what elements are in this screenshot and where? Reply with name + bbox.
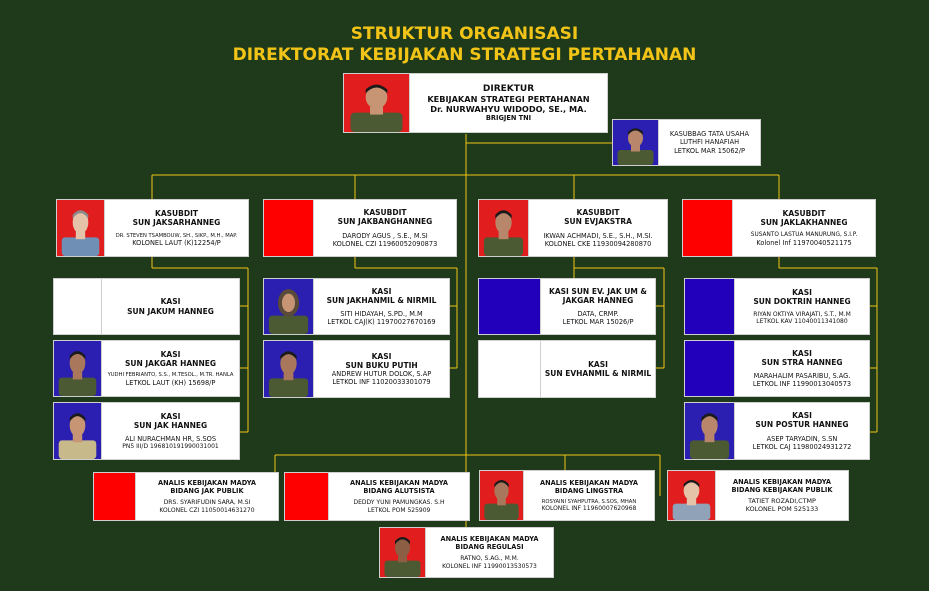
kasi-label: KASI SUN EV. JAK UM & [549, 286, 647, 296]
kasi-name: ASEP TARYADIN, S.SN [766, 434, 838, 443]
analis-card [284, 472, 470, 521]
analis-name: ROSYAINI SYAHPUTRA, S.SOS, MHAN [541, 498, 637, 505]
person-photo-icon [380, 528, 425, 577]
kasi-label: KASI [792, 411, 812, 421]
kasi-unit: JAKGAR HANNEG [562, 295, 634, 305]
analis-card [379, 527, 554, 578]
kasubdit-label: KASUBDIT [782, 208, 826, 218]
person-photo-icon [344, 74, 409, 132]
kasi-rank: LETKOL LAUT (KH) 15698/P [125, 378, 216, 387]
kasi-rank: LETKOL INF 11020033301079 [332, 378, 431, 387]
photo-placeholder [479, 341, 541, 397]
analis-card [479, 470, 655, 521]
kasubdit-card [478, 199, 668, 257]
kasi-card [684, 402, 870, 460]
kasubdit-unit: SUN JAKLAKHANNEG [760, 217, 848, 227]
chart-subtitle: DIREKTORAT KEBIJAKAN STRATEGI PERTAHANAN [232, 45, 697, 65]
person-photo-icon [264, 279, 313, 334]
kasubbag-label: KASUBBAG TATA USAHA [669, 130, 750, 139]
person-photo-icon [613, 120, 658, 165]
kasi-name: MARAHALIM PASARIBU, S.AG. [753, 372, 851, 381]
analis-name: DEDDY YUNI PAMUNGKAS. S.H [353, 499, 445, 507]
kasubdit-unit: SUN JAKBANGHANNEG [337, 217, 433, 227]
analis-label: ANALIS KEBIJAKAN MADYA [157, 479, 256, 488]
analis-unit: BIDANG LINGSTRA [554, 486, 624, 495]
kasubdit-label: KASUBDIT [155, 208, 198, 218]
analis-name: TATIET ROZADI,CTMP [748, 496, 816, 505]
photo-placeholder [94, 473, 136, 520]
photo-placeholder [285, 473, 329, 520]
kasi-label: KASI [792, 348, 812, 358]
kasubbag-card [612, 119, 761, 166]
person-photo-icon [264, 341, 313, 397]
kasi-unit: SUN STRA HANNEG [761, 357, 843, 367]
kasi-label: KASI [160, 411, 181, 421]
kasi-card [53, 340, 240, 397]
kasi-unit: SUN JAKUM HANNEG [127, 306, 214, 316]
kasubdit-unit: SUN JAKSARHANNEG [132, 217, 221, 227]
direktur-unit: KEBIJAKAN STRATEGI PERTAHANAN [427, 94, 590, 105]
photo-placeholder [683, 200, 733, 256]
person-photo-icon [54, 341, 101, 396]
kasubdit-card [263, 199, 457, 257]
photo-placeholder [264, 200, 314, 256]
kasi-label: KASI [792, 287, 812, 297]
kasi-rank: LETKOL MAR 15026/P [562, 318, 634, 327]
kasubdit-unit: SUN EVJAKSTRA [564, 217, 632, 227]
kasi-rank: LETKOL CAJ(K) 11970027670169 [327, 318, 436, 327]
person-photo-icon [685, 403, 734, 459]
analis-rank: KOLONEL POM 525133 [745, 504, 819, 513]
photo-placeholder [54, 279, 102, 334]
kasi-label: KASI [160, 350, 181, 360]
kasi-label: KASI [160, 297, 181, 307]
kasubdit-rank: KOLONEL CZI 11960052090873 [332, 239, 438, 248]
kasi-label: KASI [371, 286, 392, 296]
photo-placeholder [479, 279, 541, 334]
photo-placeholder [685, 279, 735, 334]
kasubdit-rank: KOLONEL LAUT (K)12254/P [132, 239, 221, 248]
kasi-rank: LETKOL KAV 11040011341080 [756, 318, 848, 326]
kasubdit-rank: KOLONEL CKE 11930094280870 [544, 239, 652, 248]
kasi-card [478, 278, 656, 335]
analis-unit: BIDANG JAK PUBLIK [170, 487, 244, 496]
chart-title: STRUKTUR ORGANISASI [350, 24, 579, 44]
kasi-rank: LETKOL CAJ 11980024931272 [752, 442, 852, 451]
person-photo [685, 403, 735, 459]
analis-rank: KOLONEL INF 11960007620968 [541, 505, 637, 513]
direktur-card [343, 73, 608, 133]
kasubdit-name: SUSANTO LASTUA MANURUNG, S.I.P. [750, 232, 858, 239]
person-photo-icon [479, 200, 528, 256]
analis-label: ANALIS KEBIJAKAN MADYA [349, 479, 448, 488]
kasubdit-name: DR. STEVEN TSAMBOUW, SH., SIKP., M.H., MAP. [115, 232, 238, 239]
person-photo [54, 341, 102, 396]
direktur-name: Dr. NURWAHYU WIDODO, SE., MA. [430, 104, 587, 115]
kasubdit-label: KASUBDIT [363, 208, 407, 218]
person-photo [57, 200, 105, 256]
kasi-card [53, 402, 240, 460]
kasi-unit: SUN BUKU PUTIH [345, 360, 418, 370]
kasi-unit: SUN EVHANMIL & NIRMIL [544, 369, 652, 378]
kasi-name: YUDHI FEBRIANTO, S.S., M.TESOL., M.TR. HANLA [107, 372, 234, 379]
analis-unit: BIDANG KEBIJAKAN PUBLIK [731, 485, 833, 494]
analis-unit: BIDANG REGULASI [455, 543, 524, 552]
kasi-card [684, 278, 870, 335]
analis-label: ANALIS KEBIJAKAN MADYA [732, 477, 831, 486]
person-photo [54, 403, 102, 459]
kasubdit-rank: Kolonel Inf 11970040521175 [756, 239, 852, 248]
kasi-card [263, 340, 450, 398]
kasi-label: KASI [371, 351, 392, 361]
analis-name: RATNO, S.AG., M.M. [460, 555, 519, 563]
person-photo [264, 279, 314, 334]
kasi-card [263, 278, 450, 335]
analis-card [667, 470, 849, 521]
kasi-rank: PN5 III/D 196810191990031001 [122, 443, 219, 450]
kasi-unit: SUN JAK HANNEG [133, 420, 208, 430]
kasubdit-card [56, 199, 249, 257]
person-photo-icon [57, 200, 104, 256]
kasi-unit: SUN JAKHANMIL & NIRMIL [326, 295, 437, 305]
analis-label: ANALIS KEBIJAKAN MADYA [440, 535, 539, 544]
kasi-card [478, 340, 656, 398]
direktur-photo [344, 74, 410, 132]
person-photo [668, 471, 716, 520]
analis-rank: LETKOL POM 525909 [367, 506, 431, 514]
direktur-label: DIREKTUR [482, 83, 535, 94]
kasi-card [684, 340, 870, 397]
kasi-rank: LETKOL INF 11990013040573 [752, 380, 852, 389]
person-photo-icon [54, 403, 101, 459]
kasubbag-name: LUTHFI HANAFIAH [679, 138, 740, 147]
analis-rank: KOLONEL INF 11990013530573 [442, 562, 537, 570]
kasi-name: DATA, CRMP. [577, 310, 619, 319]
analis-label: ANALIS KEBIJAKAN MADYA [539, 478, 638, 487]
kasubbag-photo [613, 120, 659, 165]
kasubdit-name: IKWAN ACHMADI, S.E., S.H., M.SI. [543, 231, 653, 240]
analis-unit: BIDANG ALUTSISTA [363, 487, 435, 496]
analis-card [93, 472, 279, 521]
kasi-name: RIYAN OKTIYA VIRAJATI, S.T., M.M [753, 310, 851, 318]
kasubbag-rank: LETKOL MAR 15062/P [674, 146, 745, 155]
person-photo-icon [480, 471, 523, 520]
analis-name: DRS. SYARIFUDIN SARA, M.SI [163, 499, 251, 507]
person-photo [380, 528, 426, 577]
kasubdit-card [682, 199, 876, 257]
kasi-card [53, 278, 240, 335]
kasi-unit: SUN POSTUR HANNEG [755, 420, 849, 430]
photo-placeholder [685, 341, 735, 396]
person-photo [264, 341, 314, 397]
kasi-label: KASI [588, 359, 608, 369]
kasubdit-label: KASUBDIT [576, 208, 620, 218]
analis-rank: KOLONEL CZI 11050014631270 [159, 506, 255, 514]
kasi-name: SITI HIDAYAH, S.PD., M.M [340, 310, 423, 319]
kasi-unit: SUN DOKTRIN HANNEG [753, 296, 851, 306]
kasubdit-name: DARODY AGUS , S.E., M.SI [342, 231, 428, 240]
kasi-name: ANDREW HUTUR DOLOK, S.AP [331, 370, 432, 379]
kasi-name: ALI NURACHMAN HR, S.SOS [124, 434, 217, 443]
kasi-unit: SUN JAKGAR HANNEG [124, 359, 217, 369]
direktur-rank: BRIGJEN TNI [485, 114, 532, 123]
person-photo [479, 200, 529, 256]
person-photo-icon [668, 471, 715, 520]
person-photo [480, 471, 524, 520]
